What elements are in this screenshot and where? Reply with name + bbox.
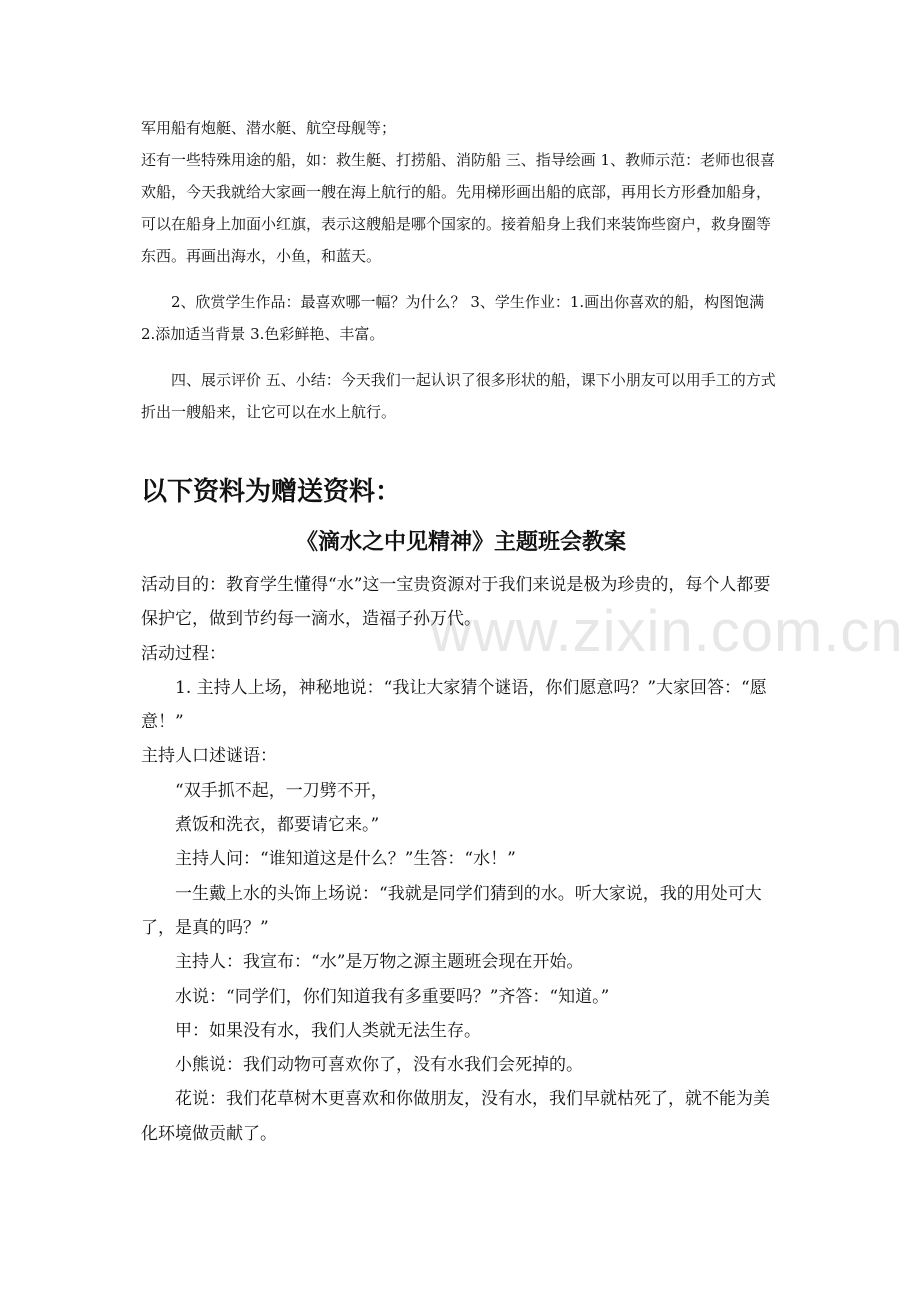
paragraph-flower: 花说：我们花草树木更喜欢和你做朋友，没有水，我们早就枯死了，就不能为美化环境做贡献了。: [141, 1089, 770, 1144]
paragraph-water-ask: 水说：“同学们，你们知道我有多重要吗？”齐答：“知道。”: [175, 986, 610, 1007]
paragraph-summary: 四、展示评价 五、小结：今天我们一起认识了很多形状的船，课下小朋友可以用手工的方式折出一艘船来，让它可以在水上航行。: [141, 371, 776, 421]
paragraph-special-ships: 还有一些特殊用途的船，如：救生艇、打捞船、消防船 三、指导绘画 1、教师示范：老师也很喜欢船，今天我就给大家画一艘在海上航行的船。先用梯形画出船的底部，再用长方形叠加船身，可以在船身上加面小红旗，表示这艘船是哪个国家的。接着船身上我们来装饰些窗户，救身圈等东西。再画出海水，小鱼，和蓝天。: [141, 151, 776, 265]
paragraph-riddle-line-1: “双手抓不起，一刀劈不开，: [175, 780, 388, 801]
paragraph-bear: 小熊说：我们动物可喜欢你了，没有水我们会死掉的。: [175, 1055, 583, 1076]
document-title: 《滴水之中见精神》主题班会教案: [295, 530, 626, 555]
paragraph-host-announce: 主持人：我宣布：“水”是万物之源主题班会现在开始。: [175, 952, 584, 973]
paragraph-water-entry: 一生戴上水的头饰上场说：“我就是同学们猜到的水。听大家说，我的用处可大了，是真的吗？”: [141, 883, 762, 938]
paragraph-riddle-line-2: 煮饭和洗衣，都要请它来。”: [175, 815, 380, 836]
bonus-material-heading: 以下资料为赠送资料：: [141, 477, 402, 507]
paragraph-host-ask: 主持人问：“谁知道这是什么？”生答：“水！”: [175, 849, 516, 870]
paragraph-jia: 甲：如果没有水，我们人类就无法生存。: [175, 1020, 481, 1041]
class-meeting-section: [141, 568, 781, 1151]
lesson-plan-section: [141, 112, 781, 428]
paragraph-riddle-intro: 主持人口述谜语：: [141, 746, 277, 767]
paragraph-military-ships: 军用船有炮艇、潜水艇、航空母舰等；: [141, 119, 397, 137]
paragraph-process-label: 活动过程：: [141, 643, 226, 664]
paragraph-student-work: 2、欣赏学生作品：最喜欢哪一幅？为什么？ 3、学生作业：1.画出你喜欢的船，构图饱满 2.添加适当背景 3.色彩鲜艳、丰富。: [141, 293, 765, 343]
paragraph-step-1: 1. 主持人上场，神秘地说：“我让大家猜个谜语，你们愿意吗？”大家回答：“愿意！”: [141, 677, 767, 733]
paragraph-goal: 活动目的：教育学生懂得“水”这一宝贵资源对于我们来说是极为珍贵的，每个人都要保护它，做到节约每一滴水，造福子孙万代。: [141, 575, 771, 630]
watermark-text: www.zixin.com.cn: [430, 599, 904, 664]
